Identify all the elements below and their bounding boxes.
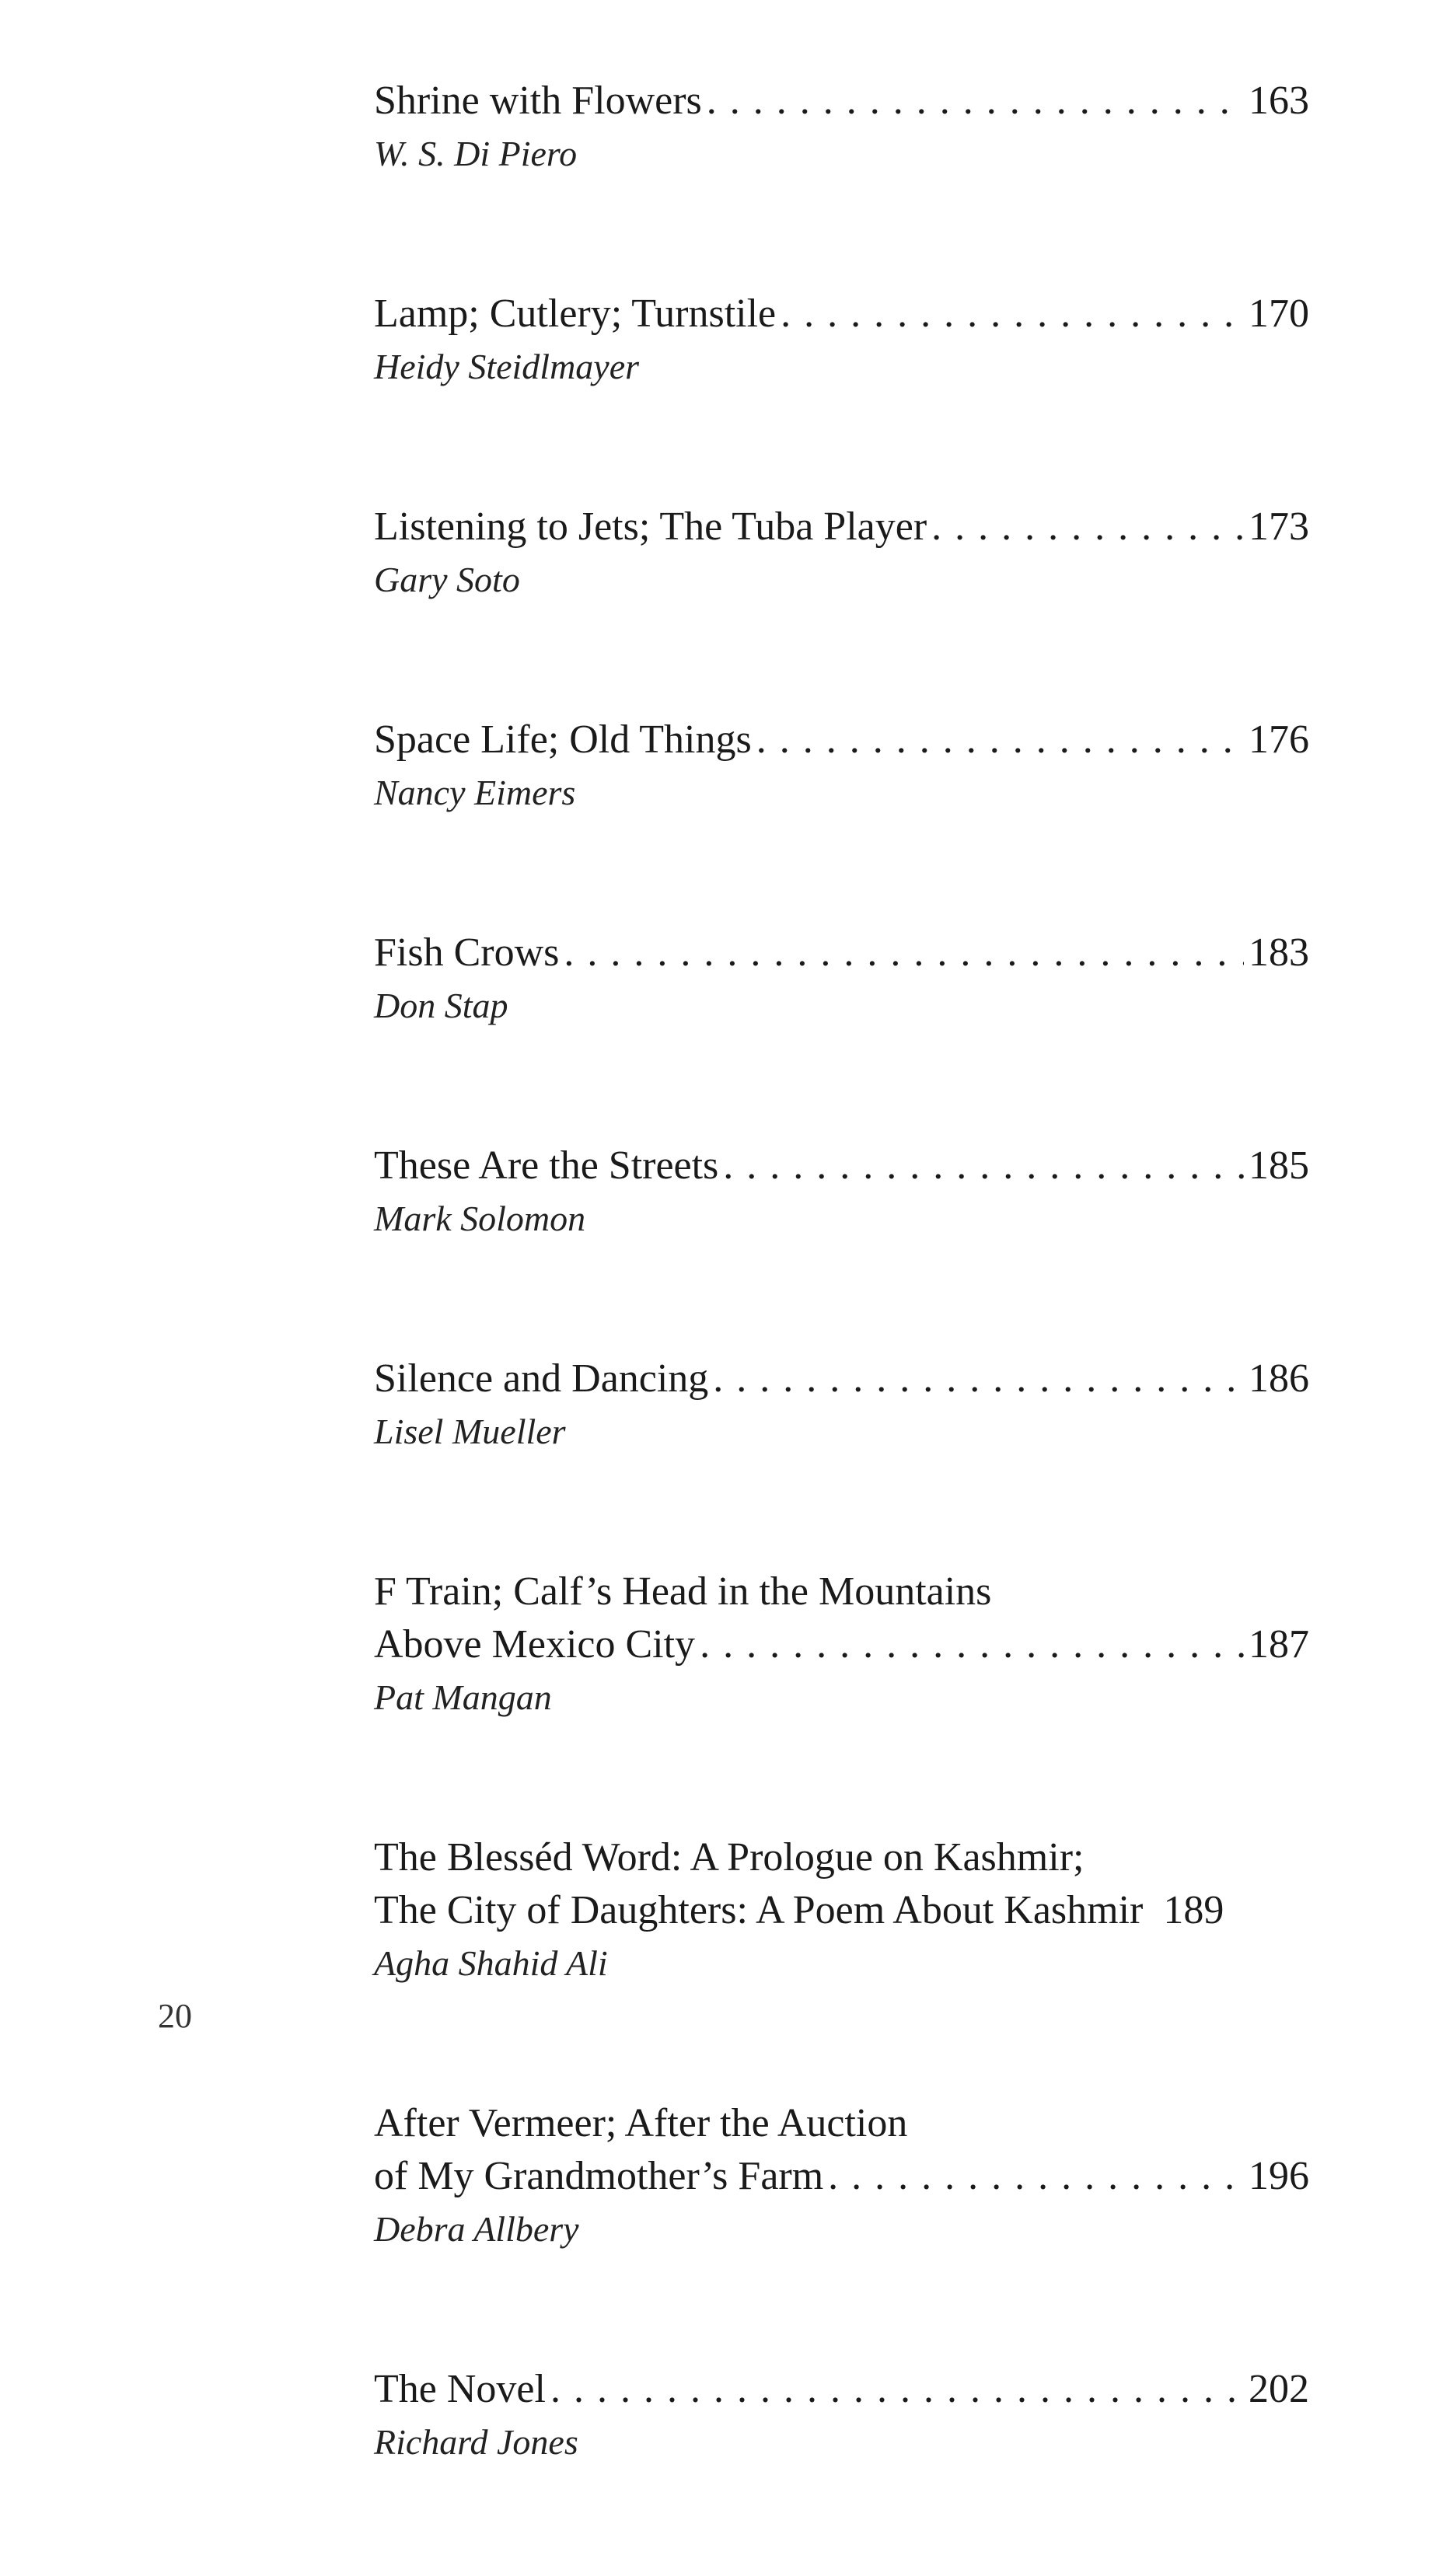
entry-title-line (374, 714, 1309, 766)
toc-entry (374, 927, 1309, 1032)
entry-author: Nancy Eimers (374, 773, 576, 812)
entry-author: Debra Allbery (374, 2209, 579, 2249)
entry-author: W. S. Di Piero (374, 134, 578, 173)
table-of-contents (374, 75, 1309, 2576)
entry-title-line (374, 2150, 1309, 2203)
entry-page-number: 176 (1249, 717, 1309, 762)
entry-title-line (374, 1618, 1309, 1671)
dot-leader (550, 2363, 1244, 2416)
entry-title: The City of Daughters: A Poem About Kashmir (374, 1888, 1144, 1932)
entry-author: Heidy Steidlmayer (374, 347, 640, 386)
entry-title-continued: The Blesséd Word: A Prologue on Kashmir; (374, 1835, 1085, 1880)
entry-page-number: 189 (1163, 1888, 1224, 1932)
entry-title-line (374, 2363, 1309, 2416)
entry-title-first-line (374, 2097, 1309, 2150)
entry-title: Silence and Dancing (374, 1356, 709, 1401)
entry-author: Gary Soto (374, 560, 520, 599)
entry-author: Agha Shahid Ali (374, 1943, 608, 1983)
entry-title: Above Mexico City (374, 1622, 696, 1667)
entry-author: Richard Jones (374, 2422, 578, 2462)
entry-page-number: 183 (1249, 930, 1309, 975)
entry-author: Mark Solomon (374, 1199, 586, 1238)
page-number: 20 (158, 1997, 192, 2035)
toc-entry (374, 714, 1309, 819)
entry-author: Don Stap (374, 986, 508, 1025)
entry-title-first-line (374, 1831, 1309, 1884)
dot-leader (707, 75, 1244, 127)
entry-page-number: 185 (1249, 1143, 1309, 1188)
toc-entry (374, 1831, 1309, 1990)
entry-page-number: 196 (1249, 2154, 1309, 2198)
toc-entry (374, 1353, 1309, 1458)
entry-author: Pat Mangan (374, 1677, 552, 1717)
entry-title-line (374, 75, 1309, 127)
entry-title: The Novel (374, 2367, 546, 2411)
toc-entry (374, 1565, 1309, 1724)
entry-page-number: 170 (1249, 291, 1309, 336)
dot-leader (700, 1618, 1244, 1671)
dot-leader (723, 1140, 1244, 1192)
toc-entry (374, 75, 1309, 180)
dot-leader (756, 714, 1244, 766)
entry-title: Shrine with Flowers (374, 79, 702, 123)
entry-title: Listening to Jets; The Tuba Player (374, 504, 927, 549)
entry-title-line (374, 288, 1309, 340)
dot-leader (713, 1353, 1244, 1405)
toc-entry (374, 2363, 1309, 2469)
toc-entry (374, 1140, 1309, 1245)
dot-leader (931, 501, 1244, 553)
entry-title-first-line (374, 1565, 1309, 1618)
entry-page-number: 187 (1249, 1622, 1309, 1667)
toc-entry (374, 501, 1309, 606)
entry-page-number: 163 (1249, 79, 1309, 123)
entry-author: Lisel Mueller (374, 1412, 566, 1451)
entry-title-line (374, 501, 1309, 553)
entry-page-number: 186 (1249, 1356, 1309, 1401)
entry-title: Lamp; Cutlery; Turnstile (374, 291, 777, 336)
dot-leader (564, 927, 1244, 979)
dot-leader (828, 2150, 1244, 2203)
entry-title-line (374, 927, 1309, 979)
entry-page-number: 173 (1249, 504, 1309, 549)
entry-title: Space Life; Old Things (374, 717, 752, 762)
entry-title-line (374, 1884, 1309, 1937)
entry-title: These Are the Streets (374, 1143, 719, 1188)
entry-title-line (374, 1140, 1309, 1192)
entry-title-line (374, 1353, 1309, 1405)
entry-title: of My Grandmother’s Farm (374, 2154, 824, 2198)
dot-leader (781, 288, 1244, 340)
toc-entry (374, 288, 1309, 393)
entry-page-number: 202 (1249, 2367, 1309, 2411)
toc-entry (374, 2097, 1309, 2256)
entry-title: Fish Crows (374, 930, 560, 975)
entry-title-continued: F Train; Calf’s Head in the Mountains (374, 1569, 992, 1614)
entry-title-continued: After Vermeer; After the Auction (374, 2101, 908, 2145)
